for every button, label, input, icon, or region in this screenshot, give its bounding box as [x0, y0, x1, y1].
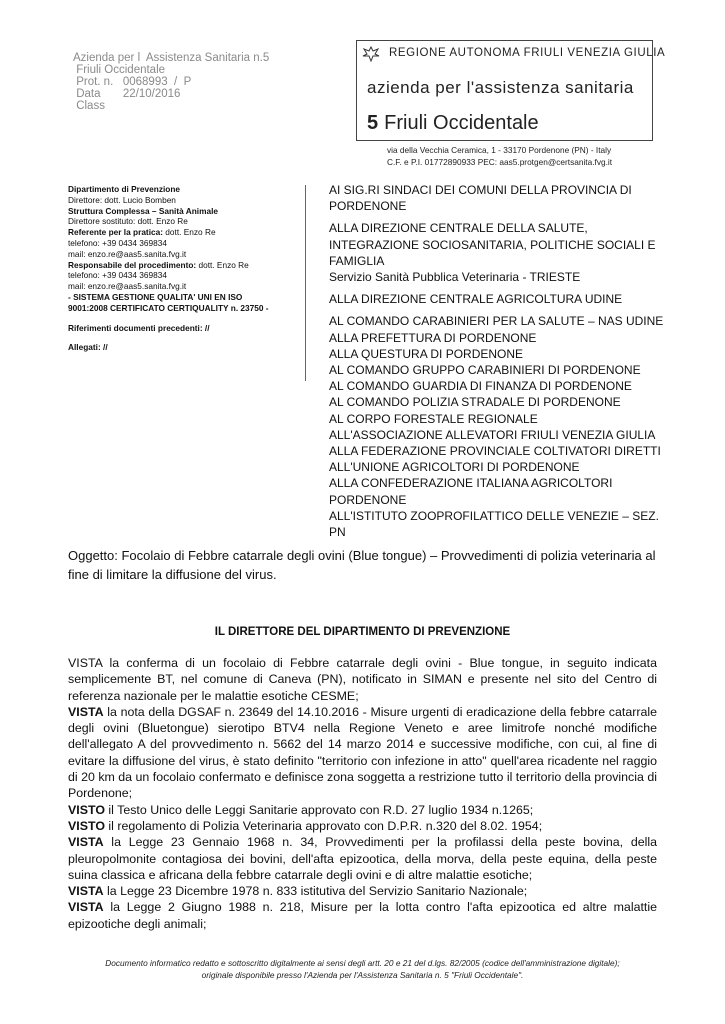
paragraph	[68, 818, 657, 834]
protocol-class: Class	[73, 100, 105, 112]
recipient: ALLA DIREZIONE CENTRALE DELLA SALUTE, INTEGRAZIONE SOCIOSANITARIA, POLITICHE SOCIALI E FAMIGLIA	[329, 221, 656, 268]
agency-district-name: Friuli Occidentale	[384, 112, 539, 134]
paragraph	[68, 802, 657, 818]
recipient: ALL'ASSOCIAZIONE ALLEVATORI FRIULI VENEZIA GIULIA	[329, 427, 656, 442]
department-mail: mail: enzo.re@aas5.sanita.fvg.it	[68, 248, 187, 259]
responsible-value: dott. Enzo Re	[196, 259, 249, 270]
recipients	[329, 182, 669, 540]
vertical-divider	[305, 185, 306, 381]
paragraph-text: la nota della DGSAF n. 23649 del 14.10.2016 - Misure urgenti di eradicazione della febbre catarrale degli ovini (Bluetongue) sierotipo BTV4 nella Regione Veneto e aree limitrofe nonché modifiche dell'allegato A del provvedimento n. 5662 del 14 marzo 2014 e successive modifiche, con cui, al fine di evitare la diffusione del virus, è stato definito "territorio con infezione in atto" quell'area ricadente nel raggio di 20 km da un focolaio confermato e definisce zona soggetta a restrizione tutto il territorio della provincia di Pordenone;	[68, 704, 657, 801]
paragraph	[68, 883, 657, 899]
paragraph	[68, 899, 657, 932]
protocol-line: Azienda per l Assistenza Sanitaria n.5	[73, 52, 270, 64]
recipient: ALLA PREFETTURA DI PORDENONE	[329, 330, 537, 345]
subject: Oggetto: Focolaio di Febbre catarrale degli ovini (Blue tongue) – Provvedimenti di polizia veterinaria al fine di limitare la diffusione del virus.	[68, 548, 656, 582]
recipient: ALL'ISTITUTO ZOOPROFILATTICO DELLE VENEZIE – SEZ. PN	[329, 508, 659, 540]
paragraph-text: il Testo Unico delle Leggi Sanitarie approvato con R.D. 27 luglio 1934 n.1265;	[104, 802, 534, 817]
department-phone: telefono: +39 0434 369834	[68, 270, 167, 281]
recipient: ALLA QUESTURA DI PORDENONE	[329, 346, 524, 361]
agency-name: azienda per l'assistenza sanitaria	[367, 78, 634, 97]
recipient: ALLA DIREZIONE CENTRALE AGRICOLTURA UDINE	[329, 292, 623, 307]
previous-docs: Riferimenti documenti precedenti: //	[68, 322, 210, 333]
address-line: via della Vecchia Ceramica, 1 - 33170 Pordenone (PN) - Italy	[387, 145, 612, 155]
page-footer	[0, 958, 725, 981]
responsible-label: Responsabile del procedimento:	[68, 259, 197, 270]
department-referent	[68, 227, 298, 238]
paragraph-keyword: VISTA	[68, 884, 104, 899]
protocol-line: Friuli Occidentale	[73, 64, 166, 76]
protocol-date: Data 22/10/2016	[73, 88, 181, 100]
paragraph-text: la Legge 23 Gennaio 1968 n. 34, Provvedimenti per la profilassi della peste bovina, della pleuropolmonite contagiosa dei bovini, dell'afta epizootica, della morva, della peste equina, della peste suina classica e africana della febbre catarrale degli ovini e di altre malattie esotiche;	[68, 835, 657, 882]
department-director: Direttore: dott. Lucio Bomben	[68, 194, 176, 205]
paragraph-keyword: VISTO	[68, 818, 105, 833]
paragraph: VISTA la conferma di un focolaio di Febbre catarrale degli ovini - Blue tongue, in seguito indicata semplicemente BT, nel comune di Caneva (PN), notificato in SIMAN e presente nel sito del Centro di referenza nazionale per le malattie esotiche CESME;	[68, 656, 657, 703]
paragraph-keyword: VISTA	[68, 835, 104, 850]
region-eagle-icon	[362, 46, 380, 62]
recipient: AL COMANDO POLIZIA STRADALE DI PORDENONE	[329, 395, 621, 410]
department-deputy: Direttore sostituto: dott. Enzo Re	[68, 216, 188, 227]
recipient: AL COMANDO GUARDIA DI FINANZA DI PORDENONE	[329, 379, 632, 394]
paragraph	[68, 704, 657, 802]
department-name: Dipartimento di Prevenzione	[68, 184, 181, 194]
referent-label: Referente per la pratica:	[68, 227, 163, 238]
referent-value: dott. Enzo Re	[163, 227, 216, 238]
agency-address	[387, 144, 612, 168]
agency-district	[367, 112, 539, 135]
recipient-sub: Servizio Sanità Pubblica Veterinaria - TRIESTE	[329, 270, 581, 285]
quality-line: 9001:2008 CERTIFICATO CERTIQUALITY n. 23750 -	[68, 302, 269, 313]
footer-line: originale disponibile presso l'Azienda per l'Assistenza Sanitaria n. 5 "Friuli Occidentale".	[201, 969, 524, 980]
recipient: ALLA CONFEDERAZIONE ITALIANA AGRICOLTORI PORDENONE	[329, 476, 613, 507]
quality-line: - SISTEMA GESTIONE QUALITA' UNI EN ISO	[68, 291, 243, 302]
department-unit: Struttura Complessa – Sanità Animale	[68, 205, 219, 216]
paragraph-keyword: VISTA	[68, 704, 104, 719]
department-mail: mail: enzo.re@aas5.sanita.fvg.it	[68, 281, 187, 292]
recipient: AL COMANDO GRUPPO CARABINIERI DI PORDENONE	[329, 363, 641, 378]
department-phone: telefono: +39 0434 369834	[68, 237, 167, 248]
recipient: ALLA FEDERAZIONE PROVINCIALE COLTIVATORI DIRETTI	[329, 444, 661, 459]
paragraph-keyword: VISTA	[68, 900, 104, 915]
department-info	[68, 184, 298, 353]
paragraph	[68, 834, 657, 883]
attachments: Allegati: //	[68, 342, 108, 353]
paragraph-text: il regolamento di Polizia Veterinaria approvato con D.P.R. n.320 del 8.02. 1954;	[104, 818, 543, 833]
agency-number: 5	[367, 112, 379, 134]
footer-line: Documento informatico redatto e sottoscritto digitalmente ai sensi degli artt. 20 e 21 del d.lgs. 82/2005 (codice dell'amministrazione digitale);	[105, 958, 620, 968]
section-heading: IL DIRETTORE DEL DIPARTIMENTO DI PREVENZIONE	[214, 626, 511, 638]
address-line: C.F. e P.I. 01772890933 PEC: aas5.protgen@certsanita.fvg.it	[387, 157, 613, 167]
protocol-number: Prot. n. 0068993 / P	[73, 76, 192, 88]
paragraph-text: la Legge 23 Dicembre 1978 n. 833 istitutiva del Servizio Sanitario Nazionale;	[103, 884, 528, 899]
recipient: AL CORPO FORESTALE REGIONALE	[329, 411, 538, 426]
recipient: ALL'UNIONE AGRICOLTORI DI PORDENONE	[329, 460, 580, 475]
document-body	[68, 655, 657, 932]
paragraph-keyword: VISTO	[68, 802, 105, 817]
region-name: REGIONE AUTONOMA FRIULI VENEZIA GIULIA	[389, 47, 666, 59]
protocol-stamp	[73, 52, 269, 112]
department-responsible	[68, 260, 298, 271]
recipient: AL COMANDO CARABINIERI PER LA SALUTE – NAS UDINE	[329, 314, 664, 329]
recipient: AI SIG.RI SINDACI DEI COMUNI DELLA PROVINCIA DI PORDENONE	[329, 183, 632, 214]
paragraph-text: la Legge 2 Giugno 1988 n. 218, Misure per la lotta contro l'afta epizootica ed altre malattie epizootiche degli animali;	[68, 900, 657, 931]
